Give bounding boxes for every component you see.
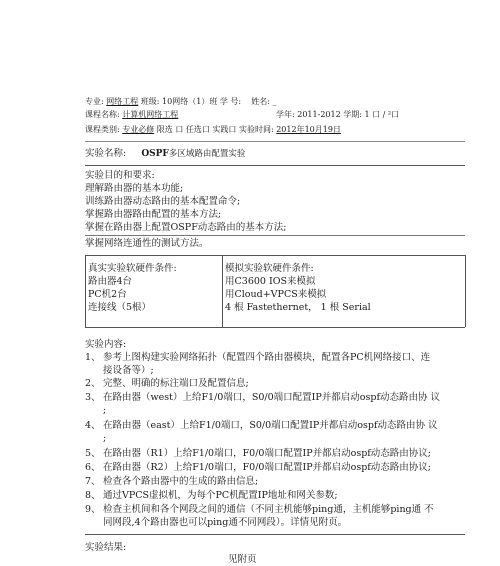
content-divider	[85, 534, 465, 535]
term-value: 1 口 / ²口	[364, 110, 400, 119]
experiment-divider	[85, 165, 465, 166]
content-item-6: 6、 在路由器（R2）上给F1/0端口，F0/0端口配置IP并都启动ospf动态路由协议;	[85, 462, 431, 473]
content-item-7: 7、 检查各个路由器中的生成的路由信息;	[85, 476, 259, 487]
hardware-table-left	[85, 255, 86, 327]
objective-item: 掌握在路由器上配置OSPF动态路由的基本方法;	[85, 222, 287, 233]
experiment-name-label: 实验名称:	[85, 148, 127, 159]
type-value: 专业必修	[122, 125, 155, 134]
experiment-name-rest: 多区域路由配置实验	[168, 149, 246, 159]
real-hardware-heading: 真实实验软硬件条件:	[88, 263, 177, 274]
objectives-heading: 实验目的和要求:	[85, 170, 155, 181]
header-line-1	[85, 97, 277, 107]
content-item-3: 3、 在路由器（west）上给F1/0端口，S0/0端口配置IP并都启动ospf动态路由协 议 ;	[85, 392, 440, 416]
sim-hardware-item: 用Cloud+VPCS来模拟	[225, 289, 327, 300]
content-item-8: 8、 通过VPCS虚拟机，为每个PC机配置IP地址和网关参数;	[85, 490, 338, 501]
sim-hardware-heading: 模拟实验软硬件条件:	[225, 263, 314, 274]
content-item-9: 9、 检查主机间和各个网段之间的通信（不同主机能够ping通，主机能够ping通 不 同网段,4个路由器也可以ping通不同网段）。详情见附页。	[85, 504, 434, 528]
objective-item: 掌握路由器路由配置的基本方法;	[85, 209, 222, 220]
results-appendix-note: 见附页	[228, 554, 257, 565]
hardware-table-middle	[222, 255, 223, 327]
content-item-4: 4、 在路由器（east）上给F1/0端口，S0/0端口配置IP并都启动ospf动态路由协 议 ;	[85, 420, 438, 444]
experiment-name-bold: OSPF	[141, 149, 169, 159]
year-label: 学年:	[276, 110, 295, 119]
objective-item: 掌握网络连通性的测试方法。	[85, 238, 209, 249]
real-hardware-item: 路由器4台	[88, 276, 133, 287]
content-item-1: 1、 参考上图构建实验网络拓扑（配置四个路由器模块，配置各PC机网络接口、连 接设备等）;	[85, 352, 431, 376]
major-value: 网络工程	[106, 97, 139, 106]
header-line-2	[85, 110, 178, 120]
hardware-table-bottom	[85, 327, 465, 328]
results-heading: 实验结果:	[85, 542, 127, 553]
hardware-table-right	[465, 255, 466, 327]
objective-item: 理解路由器的基本功能;	[85, 183, 184, 194]
sim-hardware-item: 4 根 Fastethernet， 1 根 Serial	[225, 302, 371, 313]
experiment-name-row	[85, 148, 245, 160]
header-divider	[85, 141, 465, 142]
real-hardware-item: PC机2台	[88, 289, 127, 300]
sim-hardware-item: 用C3600 IOS来模拟	[225, 276, 316, 287]
type-rest: 限选 口 任选口 实践口 实验时间:	[156, 125, 274, 134]
class-value: 10网络（1）班	[162, 97, 218, 106]
course-label: 课程名称:	[85, 110, 120, 119]
date-value: 2012年10月19日	[276, 125, 341, 134]
header-line-3	[85, 125, 341, 135]
name-label: 姓名:	[251, 97, 270, 106]
student-id-label: 学 号:	[219, 97, 242, 106]
term-label: 学期:	[343, 110, 362, 119]
content-item-5: 5、 在路由器（R1）上给F1/0端口，F0/0端口配置IP并都启动ospf动态路由协议;	[85, 448, 431, 459]
header-line-2-right	[276, 110, 399, 120]
objective-item: 训练路由器动态路由的基本配置命令;	[85, 196, 241, 207]
course-value: 计算机网络工程	[122, 110, 179, 119]
type-label: 课程类别:	[85, 125, 120, 134]
hardware-table-top	[85, 255, 465, 256]
name-value: _	[272, 97, 277, 106]
objectives-inner-line	[85, 235, 465, 236]
content-item-2: 2、 完整、明确的标注端口及配置信息;	[85, 378, 249, 389]
real-hardware-item: 连接线（5根）	[88, 302, 152, 313]
year-value: 2011-2012	[297, 110, 341, 119]
major-label: 专业:	[85, 97, 104, 106]
class-label: 班级:	[140, 97, 160, 106]
content-heading: 实验内容:	[85, 339, 127, 350]
